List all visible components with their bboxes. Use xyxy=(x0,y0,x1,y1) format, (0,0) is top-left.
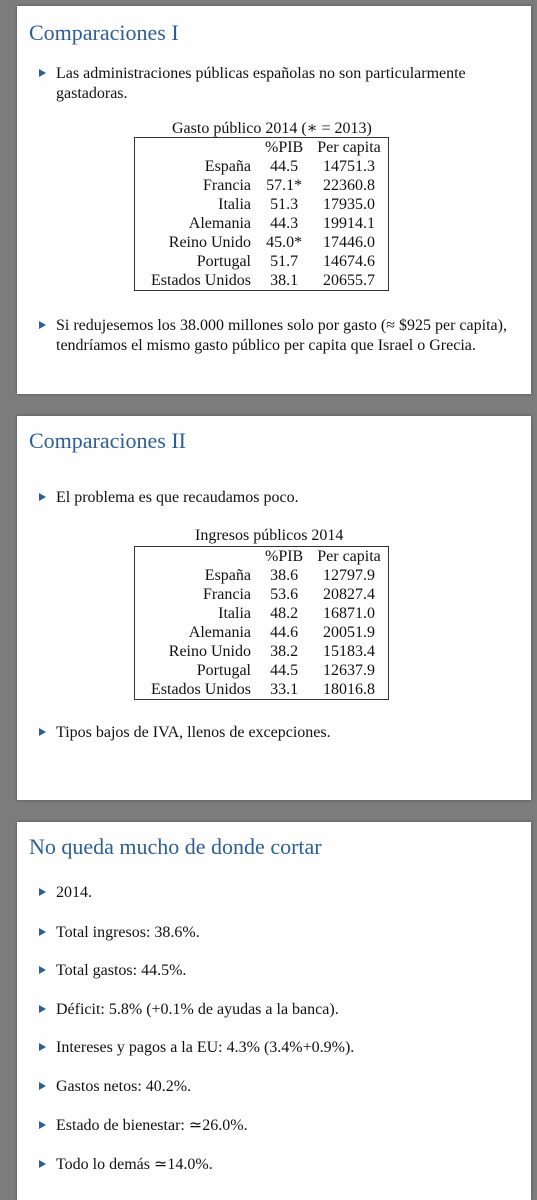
pib-cell: 38.1 xyxy=(270,272,299,289)
pib-cell: 33.1 xyxy=(270,681,299,698)
bullet-item: Las administraciones públicas españolas no son particularmente gastadoras. xyxy=(39,64,513,104)
table-row xyxy=(135,195,389,214)
per-capita-cell: 14674.6 xyxy=(323,253,375,270)
per-capita-cell: 20827.4 xyxy=(323,586,375,603)
per-capita-cell: 20051.9 xyxy=(323,624,375,641)
pib-cell: 45.0* xyxy=(266,234,303,251)
table-row xyxy=(135,680,389,700)
bullet-item: Déficit: 5.8% (+0.1% de ayudas a la banca). xyxy=(39,1000,513,1020)
per-capita-cell: 18016.8 xyxy=(323,681,375,698)
pib-cell: 51.3 xyxy=(270,196,299,213)
header-cell: %PIB xyxy=(265,139,304,156)
table-header-row xyxy=(135,547,389,567)
header-cell: Per capita xyxy=(317,548,381,565)
bullet-item: Intereses y pagos a la EU: 4.3% (3.4%+0.9%). xyxy=(39,1038,513,1058)
table-header-row xyxy=(135,138,389,158)
bullet-item: Tipos bajos de IVA, llenos de excepciones. xyxy=(39,723,513,743)
per-capita-cell: 20655.7 xyxy=(323,272,375,289)
country-cell: Francia xyxy=(203,586,251,603)
per-capita-cell: 16871.0 xyxy=(323,605,375,622)
country-cell: España xyxy=(204,158,251,175)
gasto-table xyxy=(134,137,389,291)
bullet-item: Estado de bienestar: ≃26.0%. xyxy=(39,1116,513,1136)
table-row xyxy=(135,642,389,661)
slide-comparaciones-1 xyxy=(17,6,531,394)
per-capita-cell: 12797.9 xyxy=(323,567,375,584)
per-capita-cell: 15183.4 xyxy=(323,643,375,660)
table-row xyxy=(135,176,389,195)
pib-cell: 57.1* xyxy=(266,177,303,194)
pib-cell: 44.5 xyxy=(270,158,299,175)
table-caption: Gasto público 2014 (∗ = 2013) xyxy=(172,120,372,137)
pib-cell: 53.6 xyxy=(270,586,299,603)
slide-no-queda-mucho xyxy=(17,822,531,1200)
country-cell: Reino Unido xyxy=(168,234,251,251)
per-capita-cell: 17935.0 xyxy=(323,196,375,213)
pib-cell: 44.3 xyxy=(270,215,299,232)
header-cell: %PIB xyxy=(265,548,304,565)
per-capita-cell: 17446.0 xyxy=(323,234,375,251)
slide-title: Comparaciones I xyxy=(29,20,179,45)
table-row xyxy=(135,585,389,604)
table-row xyxy=(135,566,389,585)
bullet-item: Gastos netos: 40.2%. xyxy=(39,1077,513,1097)
slide-title: No queda mucho de donde cortar xyxy=(29,834,322,859)
bullet-item: Total gastos: 44.5%. xyxy=(39,961,513,981)
header-cell: Per capita xyxy=(317,139,381,156)
slide-title: Comparaciones II xyxy=(29,428,186,453)
table-row xyxy=(135,623,389,642)
pib-cell: 48.2 xyxy=(270,605,299,622)
table-row xyxy=(135,233,389,252)
table-caption: Ingresos públicos 2014 xyxy=(195,527,344,544)
country-cell: Estados Unidos xyxy=(151,272,251,289)
table-row xyxy=(135,661,389,680)
country-cell: Italia xyxy=(218,196,251,213)
country-cell: Portugal xyxy=(196,253,251,270)
country-cell: Reino Unido xyxy=(168,643,251,660)
country-cell: Italia xyxy=(218,605,251,622)
country-cell: España xyxy=(204,567,251,584)
header-cell xyxy=(135,138,259,158)
table-row xyxy=(135,157,389,176)
bullet-item: Total ingresos: 38.6%. xyxy=(39,923,513,943)
pib-cell: 51.7 xyxy=(270,253,299,270)
country-cell: Alemania xyxy=(188,624,251,641)
pib-cell: 44.6 xyxy=(270,624,299,641)
per-capita-cell: 22360.8 xyxy=(323,177,375,194)
ingresos-table xyxy=(134,546,389,700)
table-row xyxy=(135,252,389,271)
pib-cell: 44.5 xyxy=(270,662,299,679)
pib-cell: 38.2 xyxy=(270,643,299,660)
slide-comparaciones-2 xyxy=(17,416,531,800)
per-capita-cell: 14751.3 xyxy=(323,158,375,175)
country-cell: Francia xyxy=(203,177,251,194)
per-capita-cell: 12637.9 xyxy=(323,662,375,679)
table-row xyxy=(135,214,389,233)
country-cell: Portugal xyxy=(196,662,251,679)
table-row xyxy=(135,271,389,291)
bullet-item: 2014. xyxy=(39,883,513,903)
country-cell: Estados Unidos xyxy=(151,681,251,698)
bullet-item: Todo lo demás ≃14.0%. xyxy=(39,1155,513,1175)
pib-cell: 38.6 xyxy=(270,567,299,584)
header-cell xyxy=(135,547,259,567)
bullet-item: Si redujesemos los 38.000 millones solo por gasto (≈ $925 per capita), tendríamos el mismo gasto público per capita que Israel o Grecia. xyxy=(39,316,513,356)
country-cell: Alemania xyxy=(188,215,251,232)
bullet-item: El problema es que recaudamos poco. xyxy=(39,488,513,508)
table-row xyxy=(135,604,389,623)
per-capita-cell: 19914.1 xyxy=(323,215,375,232)
